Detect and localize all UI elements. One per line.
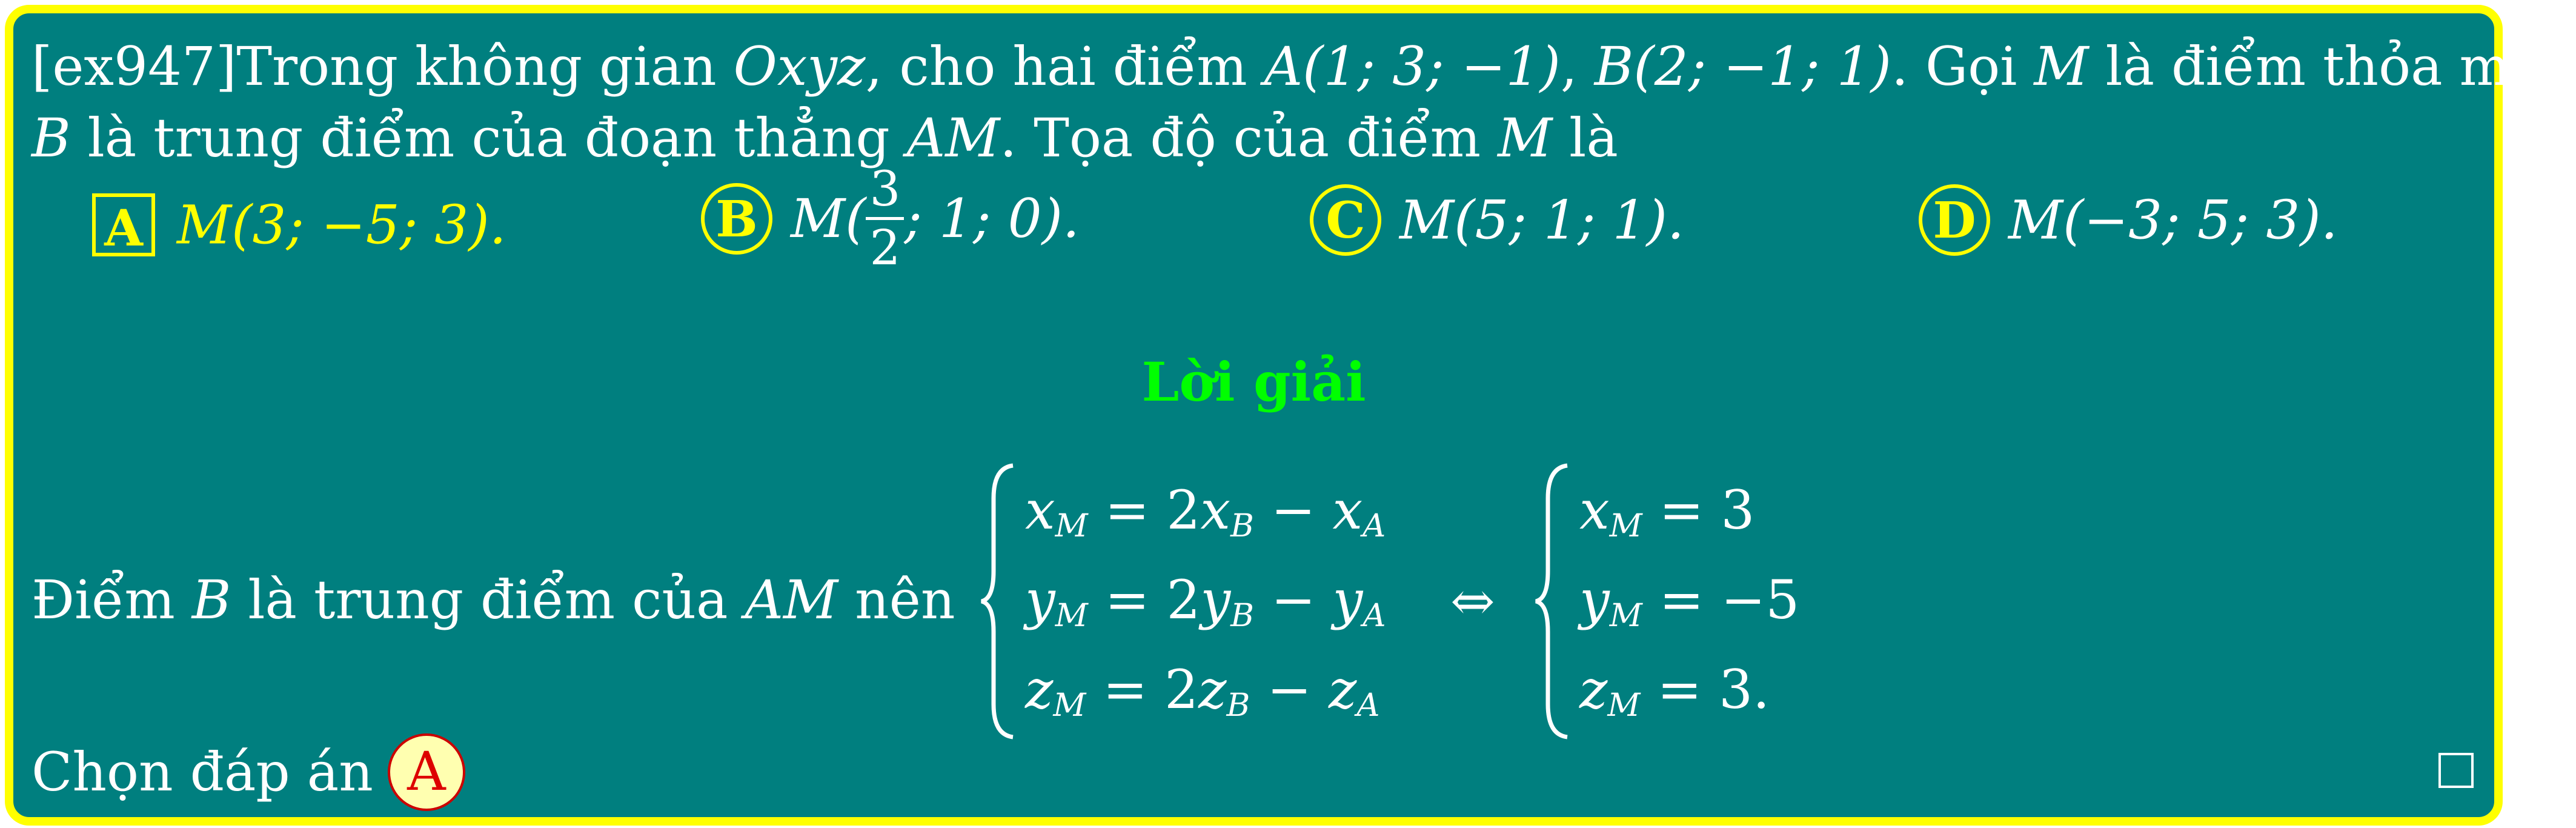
system-right-eq-1: $x_M = 3$ xyxy=(1579,479,1755,545)
answer-badge: A xyxy=(388,733,465,811)
system-left-eq-2: $y_M = 2y_B - y_A$ xyxy=(1025,569,1386,635)
iff-symbol: ⇔ xyxy=(1450,570,1495,632)
point-a: A(1; 3; −1) xyxy=(1264,35,1561,98)
text: , xyxy=(1560,35,1595,98)
option-b[interactable] xyxy=(701,161,1080,276)
text: nên xyxy=(838,569,955,631)
text: [ex947]Trong không gian xyxy=(32,35,734,98)
option-a-text: M(3; −5; 3). xyxy=(177,193,506,256)
problem-card xyxy=(5,5,2576,826)
option-d-text: M(−3; 5; 3). xyxy=(2008,189,2338,252)
option-a-label: A xyxy=(92,193,155,256)
segment-am: AM xyxy=(745,569,838,631)
text: . Tọa độ của điểm xyxy=(1000,107,1498,169)
option-c-label: C xyxy=(1310,184,1381,256)
point-b: B xyxy=(191,569,231,631)
system-right-eq-2: $y_M = -5$ xyxy=(1579,569,1800,635)
text: . Gọi xyxy=(1891,35,2034,98)
point-b: B xyxy=(32,107,71,169)
text: là trung điểm của đoạn thẳng xyxy=(70,107,907,169)
left-brace-1 xyxy=(977,462,1019,741)
option-d-label: D xyxy=(1919,184,1990,256)
system-left-eq-3: $z_M = 2z_B - z_A$ xyxy=(1025,658,1380,724)
option-b-text: M( xyxy=(791,187,866,250)
text: , cho hai điểm xyxy=(865,35,1264,98)
point-m: M xyxy=(2034,35,2089,98)
point-b: B(2; −1; 1) xyxy=(1594,35,1892,98)
fraction-numerator: 3 xyxy=(866,165,904,220)
solution-intro xyxy=(32,569,955,631)
text: là trung điểm của xyxy=(231,569,745,631)
system-left-eq-1: $x_M = 2x_B - x_A$ xyxy=(1025,479,1386,545)
option-a[interactable] xyxy=(92,189,506,256)
segment-am: AM xyxy=(906,107,1000,169)
option-b-label: B xyxy=(701,183,772,255)
fraction xyxy=(866,161,904,276)
system-right-eq-3: $z_M = 3$. xyxy=(1579,658,1770,724)
option-d[interactable] xyxy=(1919,184,2338,256)
question-line-1 xyxy=(32,35,2576,98)
space-name: Oxyz xyxy=(733,35,866,98)
left-brace-2 xyxy=(1531,462,1573,741)
text: là điểm thỏa mãn xyxy=(2088,35,2576,98)
text: là xyxy=(1552,107,1618,169)
solution-title: Lời giải xyxy=(1141,350,1366,413)
choose-answer-text: Chọn đáp án xyxy=(32,741,373,803)
qed-square-icon xyxy=(2438,753,2474,788)
option-c-text: M(5; 1; 1). xyxy=(1399,189,1684,252)
option-c[interactable] xyxy=(1310,184,1684,256)
fraction-denominator: 2 xyxy=(869,219,901,276)
option-b-text-end: ; 1; 0). xyxy=(904,187,1080,250)
question-line-2 xyxy=(32,107,1618,169)
point-m: M xyxy=(1498,107,1553,169)
choose-answer-line xyxy=(32,733,465,811)
text: Điểm xyxy=(32,569,192,631)
